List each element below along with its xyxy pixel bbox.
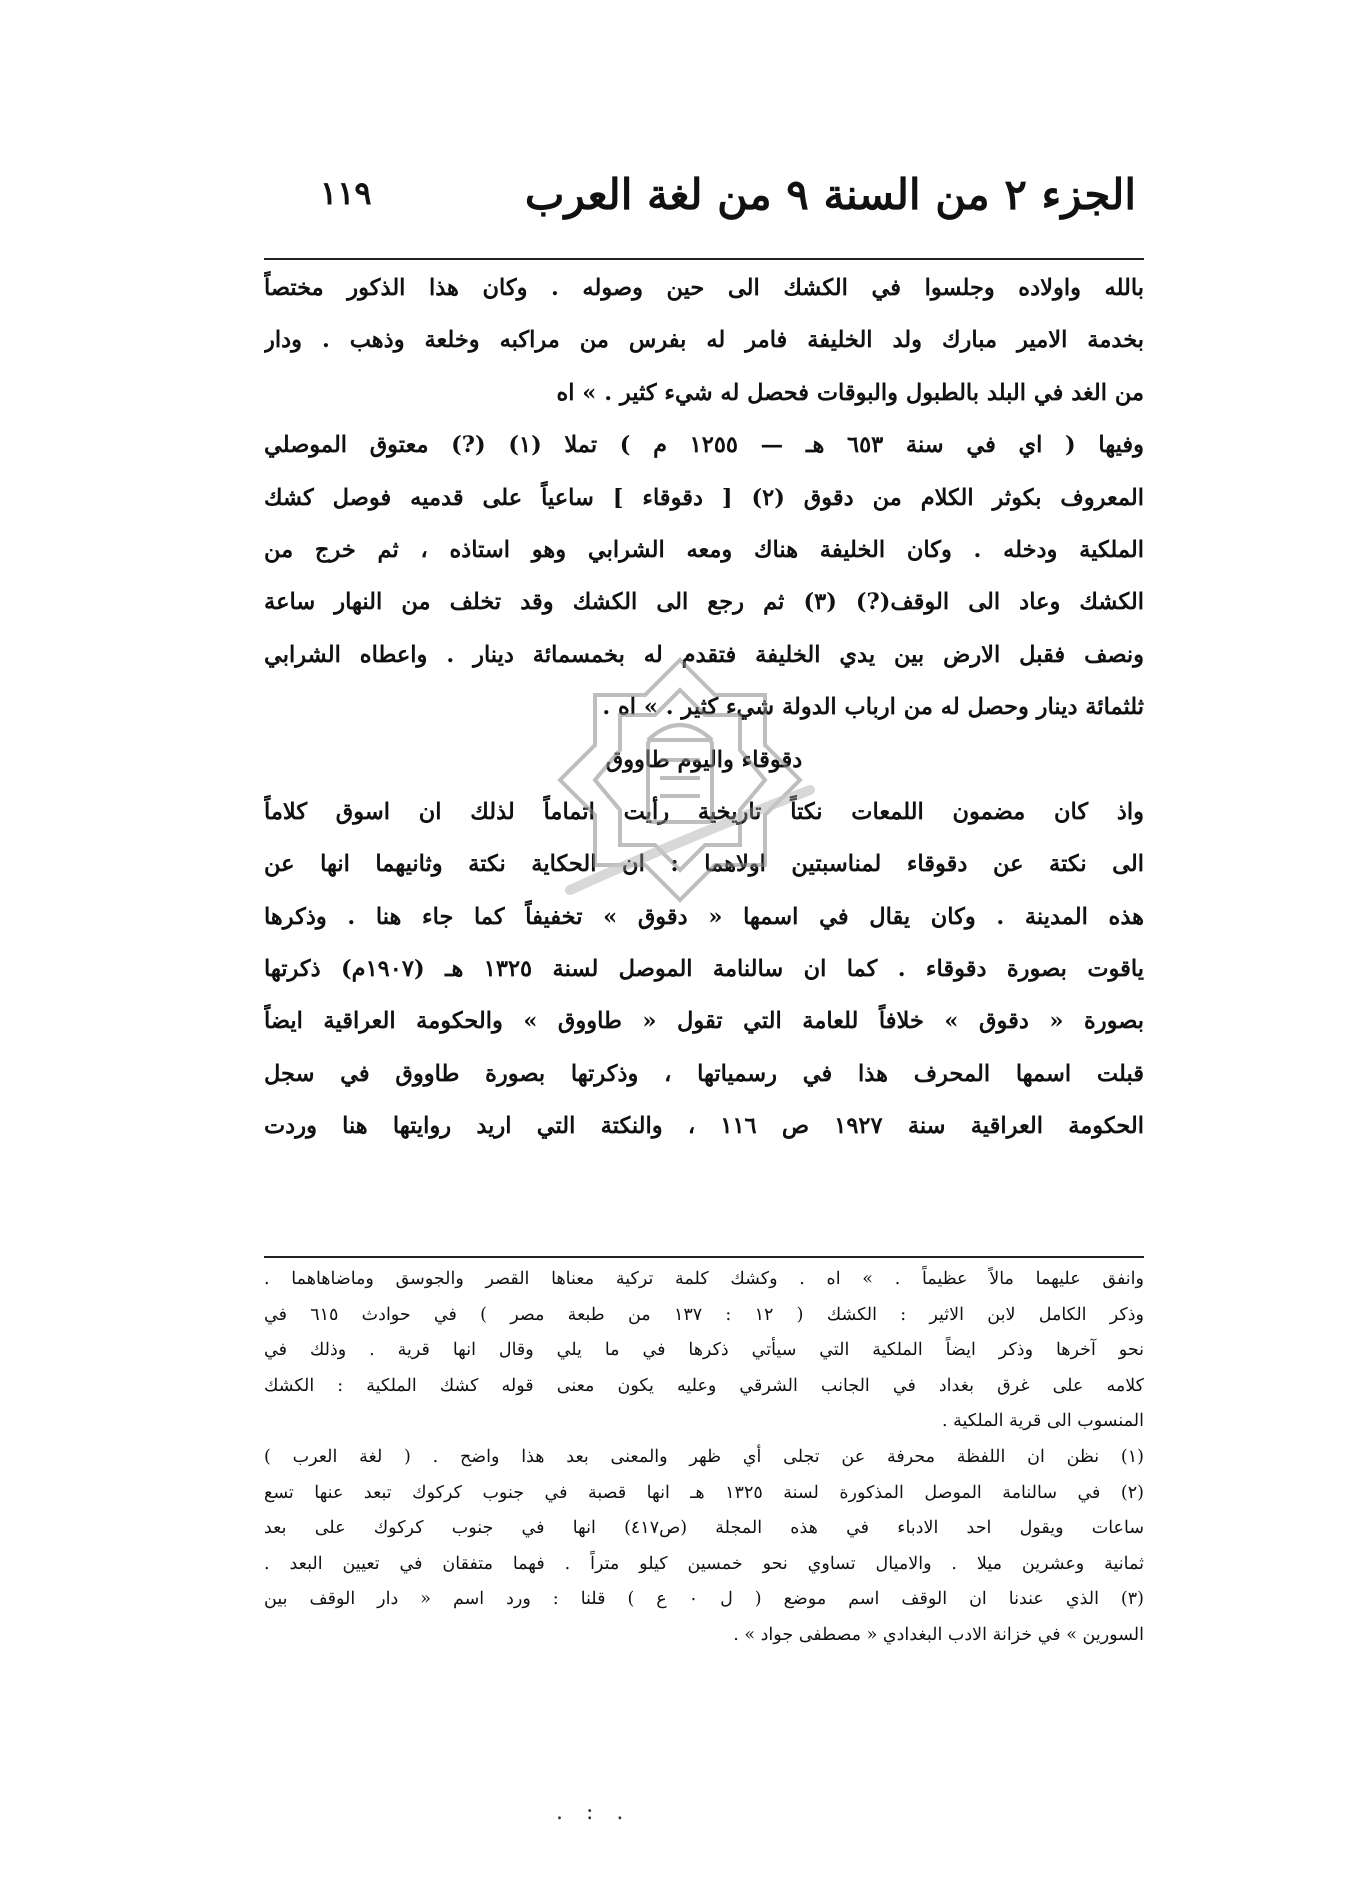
footnote-line: (٢) في سالنامة الموصل المذكورة لسنة ١٣٢٥ هـ انها قصبة في جنوب كركوك تبعد عنها تسع <box>264 1482 1144 1503</box>
header-rule <box>264 258 1144 260</box>
text-line: المعروف بكوثر الكلام من دقوق (٢) [ دقوقاء ] ساعياً على قدميه فوصل كشك <box>264 484 1144 511</box>
header-title: الجزء ٢ من السنة ٩ من لغة العرب <box>524 170 1136 219</box>
text-line: قبلت اسمها المحرف هذا في رسمياتها ، وذكرتها بصورة طاووق في سجل <box>264 1060 1144 1087</box>
footnote-line: كلامه على غرق بغداد في الجانب الشرقي وعليه يكون معنى قوله كشك الملكية : الكشك <box>264 1375 1144 1396</box>
text-line: الكشك وعاد الى الوقف(?) (٣) ثم رجع الى الكشك وقد تخلف من النهار ساعة <box>264 589 1144 616</box>
page-number: ١١٩ <box>320 174 372 212</box>
footnote-line: ساعات ويقول احد الادباء في هذه المجلة (ص٤١٧) انها في جنوب كركوك على بعد <box>264 1518 1144 1539</box>
footnote-line: (٣) الذي عندنا ان الوقف اسم موضع ( ل ٠ ع ) قلنا : ورد اسم « دار الوقف بين <box>264 1589 1144 1610</box>
footnote-rule <box>264 1256 1144 1258</box>
footnote-line: المنسوب الى قرية الملكية . <box>941 1411 1144 1432</box>
footnote-line: وانفق عليهما مالاً عظيماً . » اه . وكشك كلمة تركية معناها القصر والجوسق وماضاهاهما . <box>264 1269 1144 1289</box>
running-header <box>276 170 1136 230</box>
footnote-line: السورين » في خزانة الادب البغدادي « مصطفى جواد » . <box>733 1624 1144 1645</box>
text-line: الحكومة العراقية سنة ١٩٢٧ ص ١١٦ ، والنكتة التي اريد روايتها هنا وردت <box>264 1113 1144 1140</box>
text-line: هذه المدينة . وكان يقال في اسمها « دقوق » تخفيفاً كما جاء هنا . وذكرها <box>264 903 1144 930</box>
footer-marks: . : . <box>556 1800 632 1825</box>
text-line: بصورة « دقوق » خلافاً للعامة التي تقول « طاووق » والحكومة العراقية ايضاً <box>264 1008 1144 1035</box>
section-heading: دقوقاء واليوم طاووق <box>605 746 803 773</box>
text-line: واذ كان مضمون اللمعات نكتاً تاريخية رأيت اتماماً لذلك ان اسوق كلاماً <box>264 798 1144 825</box>
text-line: ياقوت بصورة دقوقاء . كما ان سالنامة الموصل لسنة ١٣٢٥ هـ (١٩٠٧م) ذكرتها <box>264 956 1144 983</box>
footnote-line: وذكر الكامل لابن الاثير : الكشك ( ١٢ : ١٣٧ من طبعة مصر ) في حوادث ٦١٥ في <box>264 1304 1144 1325</box>
footnote-line: نحو آخرها وذكر ايضاً الملكية التي سيأتي ذكرها في ما يلي وقال انها قرية . وذلك في <box>264 1340 1144 1361</box>
footnotes <box>264 1262 1144 1654</box>
text-line: الملكية ودخله . وكان الخليفة هناك ومعه الشرابي وهو استاذه ، ثم خرج من <box>264 536 1144 563</box>
text-line: الى نكتة عن دقوقاء لمناسبتين اولاهما : ان الحكاية نكتة وثانيهما انها عن <box>264 851 1144 878</box>
text-line: بخدمة الامير مبارك ولد الخليفة فامر له بفرس من مراكبه وخلعة وذهب . ودار <box>264 327 1144 354</box>
library-seal-watermark-icon <box>530 640 830 940</box>
text-line: بالله واولاده وجلسوا في الكشك الى حين وصوله . وكان هذا الذكور مختصاً <box>264 275 1144 301</box>
text-line: ونصف فقبل الارض بين يدي الخليفة فتقدم له بخمسمائة دينار . واعطاه الشرابي <box>264 641 1144 668</box>
text-line: من الغد في البلد بالطبول والبوقات فحصل له شيء كثير . » اه <box>556 379 1144 406</box>
text-line: وفيها ( اي في سنة ٦٥٣ هـ — ١٢٥٥ م ) تملا (١) (?) معتوق الموصلي <box>264 432 1144 459</box>
footnote-line: ثمانية وعشرين ميلا . والاميال تساوي نحو خمسين كيلو متراً . فهما متفقان في تعيين البعد . <box>264 1553 1144 1574</box>
text-line: ثلثمائة دينار وحصل له من ارباب الدولة شيء كثير . » اه . <box>602 694 1144 721</box>
footnote-line: (١) نظن ان اللفظة محرفة عن تجلى أي ظهر والمعنى بعد هذا واضح . ( لغة العرب ) <box>264 1446 1144 1467</box>
